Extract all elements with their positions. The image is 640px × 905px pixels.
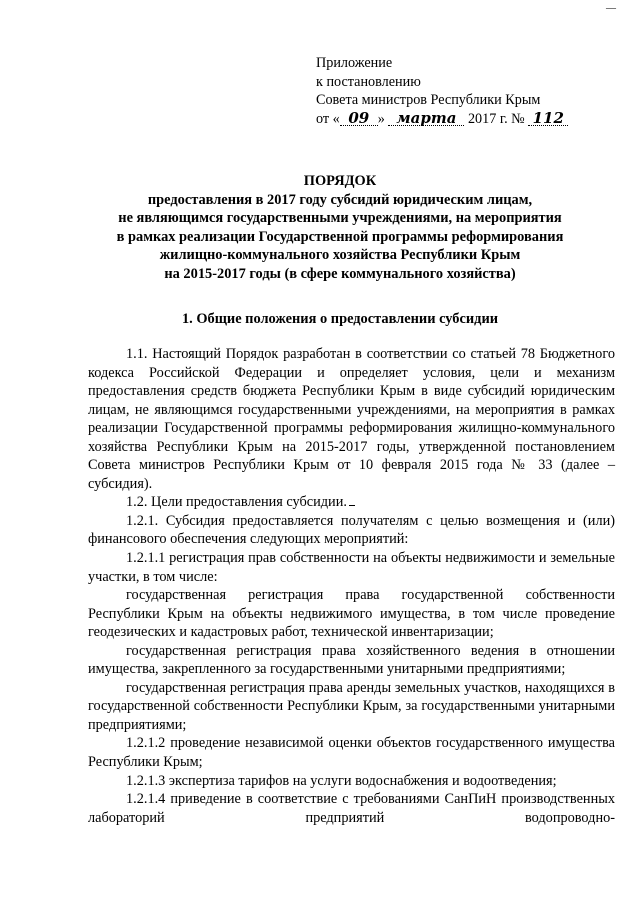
paragraph: государственная регистрация права хозяйственного ведения в отношении имущества, закрепленного за государственными унитарными предприятиями; [88, 642, 615, 678]
page-mark: __ [606, 0, 616, 10]
date-year: 2017 г. № [467, 110, 525, 127]
paragraph-text: 1.2. Цели предоставления субсидии. [126, 494, 347, 511]
appendix-header [316, 54, 616, 128]
title-main: ПОРЯДОК [303, 173, 377, 189]
paragraph: 1.2.1.2 проведение независимой оценки объектов государственного имущества Республики Крым; [88, 735, 615, 771]
paragraph: 1.2.1. Субсидия предоставляется получателям с целью возмещения и (или) финансового обеспечения следующих мероприятий: [88, 512, 615, 548]
handwritten-month: марта [388, 111, 464, 126]
paragraph: 1.2.1.4 приведение в соответствие с требованиями СанПиН производственных лабораторий предприятий водопроводно- [88, 791, 615, 826]
paragraph: 1.2.1.1 регистрация прав собственности на объекты недвижимости и земельные участки, в том числе: [88, 550, 615, 585]
appendix-date-line [316, 110, 616, 129]
title-line: на 2015-2017 годы (в сфере коммунального хозяйства) [164, 265, 516, 282]
title-line: в рамках реализации Государственной программы реформирования [116, 228, 564, 245]
appendix-line: к постановлению [316, 73, 421, 90]
handwritten-number: 112 [528, 111, 568, 126]
title-line: предоставления в 2017 году субсидий юридическим лицам, [147, 191, 533, 208]
caret-mark [349, 505, 355, 506]
document-title [70, 172, 610, 284]
title-line: жилищно-коммунального хозяйства Республики Крым [159, 247, 521, 264]
paragraph [88, 493, 615, 512]
date-close: » [377, 110, 385, 127]
paragraph: 1.2.1.3 экспертиза тарифов на услуги водоснабжения и водоотведения; [126, 772, 557, 789]
date-prefix: от « [316, 110, 340, 127]
appendix-line: Совета министров Республики Крым [316, 92, 541, 108]
body-text [88, 345, 615, 827]
title-line: не являющимся государственными учреждениями, на мероприятия [118, 210, 562, 227]
appendix-line: Приложение [316, 55, 393, 71]
paragraph: государственная регистрация права аренды земельных участков, находящихся в государственной собственности Республики Крым, за государственными унитарными предприятиями; [88, 679, 615, 733]
paragraph: государственная регистрация права государственной собственности Республики Крым на объекты недвижимого имущества, в том числе проведение геодезических и кадастровых работ, технической инвентаризации; [88, 587, 615, 641]
handwritten-day: 09 [340, 111, 378, 126]
paragraph: 1.1. Настоящий Порядок разработан в соответствии со статьей 78 Бюджетного кодекса Российской Федерации и определяет условия, цели и механизм предоставления средств бюджета Республики Крым в виде субсидий юридическим лицам, не являющимся государственными учреждениями, на мероприятия в рамках реализации Государственной программы реформирования жилищно-коммунального хозяйства Республики Крым на 2015-2017 годы, утвержденной постановлением Совета министров Республики Крым от 10 февраля 2015 года № 33 (далее – субсидия). [88, 346, 615, 492]
section-heading: 1. Общие положения о предоставлении субсидии [181, 311, 499, 327]
